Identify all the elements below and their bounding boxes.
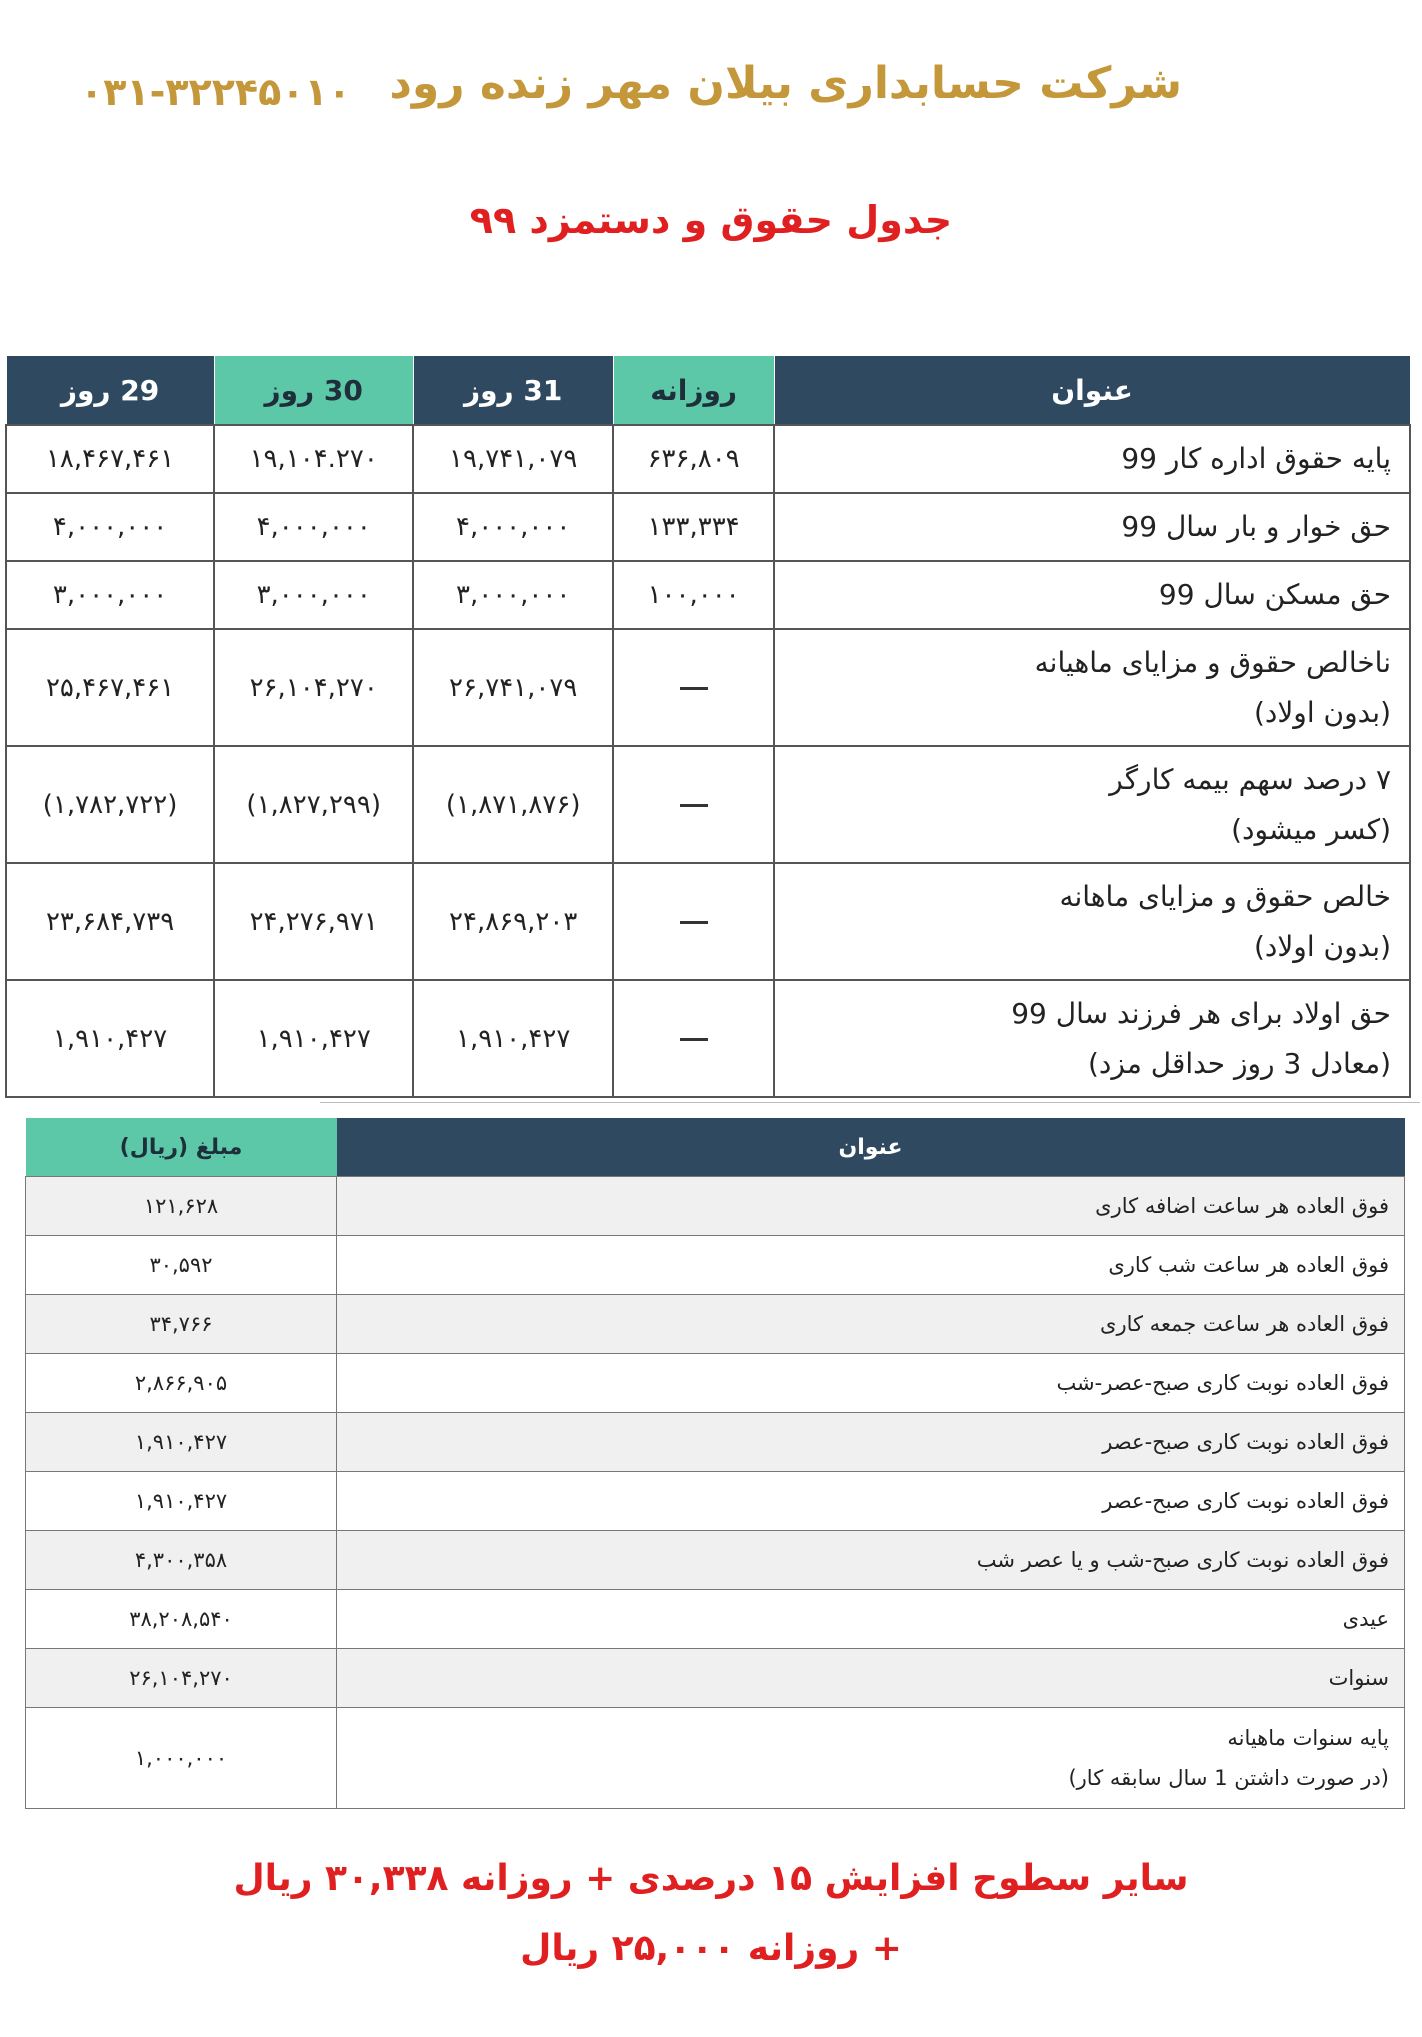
row-title: حق مسکن سال 99 xyxy=(774,561,1410,629)
value-29-days: (۱,۷۸۲,۷۲۲) xyxy=(6,746,214,863)
table-row xyxy=(6,493,1410,561)
value-29-days: ۳,۰۰۰,۰۰۰ xyxy=(6,561,214,629)
value-29-days: ۱۸,۴۶۷,۴۶۱ xyxy=(6,425,214,493)
row-title: فوق العاده هر ساعت شب کاری xyxy=(337,1236,1405,1295)
dash-icon xyxy=(680,804,708,807)
value-31-days: ۳,۰۰۰,۰۰۰ xyxy=(413,561,613,629)
table-row xyxy=(26,1354,1405,1413)
table-row xyxy=(26,1708,1405,1809)
row-title: سنوات xyxy=(337,1649,1405,1708)
row-subtitle: (کسر میشود) xyxy=(1231,812,1391,846)
amount-value: ۲,۸۶۶,۹۰۵ xyxy=(26,1354,337,1413)
value-31-days: ۲۶,۷۴۱,۰۷۹ xyxy=(413,629,613,746)
allowances-table xyxy=(25,1118,1405,1809)
page-title: جدول حقوق و دستمزد ۹۹ xyxy=(469,198,953,242)
daily-value-empty xyxy=(613,629,774,746)
table-row xyxy=(26,1295,1405,1354)
amount-value: ۳۴,۷۶۶ xyxy=(26,1295,337,1354)
row-title: پایه سنوات ماهیانه xyxy=(1227,1726,1389,1750)
row-subtitle: (معادل 3 روز حداقل مزد) xyxy=(1088,1046,1391,1080)
value-30-days: ۱,۹۱۰,۴۲۷ xyxy=(214,980,413,1097)
amount-value: ۱,۹۱۰,۴۲۷ xyxy=(26,1413,337,1472)
row-subtitle: (در صورت داشتن 1 سال سابقه کار) xyxy=(1068,1766,1389,1790)
row-title-cell xyxy=(337,1708,1405,1809)
header-title: عنوان xyxy=(774,356,1410,426)
row-title-cell xyxy=(774,629,1410,746)
row-title: فوق العاده نوبت کاری صبح-عصر-شب xyxy=(337,1354,1405,1413)
row-title: ناخالص حقوق و مزایای ماهیانه xyxy=(1034,645,1391,679)
value-31-days: ۴,۰۰۰,۰۰۰ xyxy=(413,493,613,561)
row-title: فوق العاده نوبت کاری صبح-عصر xyxy=(337,1472,1405,1531)
table-row xyxy=(6,629,1410,746)
header-30-days: 30 روز xyxy=(214,356,413,426)
salary-table-header xyxy=(6,356,1410,426)
daily-value: ۱۰۰,۰۰۰ xyxy=(613,561,774,629)
daily-value-empty xyxy=(613,980,774,1097)
footer-note-line-1: سایر سطوح افزایش ۱۵ درصدی + روزانه ۳۰,۳۳۸ ریال xyxy=(233,1858,1189,1899)
row-title: حق اولاد برای هر فرزند سال 99 xyxy=(1011,996,1391,1030)
row-title: پایه حقوق اداره کار 99 xyxy=(774,425,1410,493)
value-31-days: (۱,۸۷۱,۸۷۶) xyxy=(413,746,613,863)
row-title-cell xyxy=(774,863,1410,980)
value-30-days: ۴,۰۰۰,۰۰۰ xyxy=(214,493,413,561)
value-30-days: ۱۹,۱۰۴.۲۷۰ xyxy=(214,425,413,493)
table-row xyxy=(26,1177,1405,1236)
header-daily: روزانه xyxy=(613,356,774,426)
amount-value: ۴,۳۰۰,۳۵۸ xyxy=(26,1531,337,1590)
allowances-table-header xyxy=(26,1118,1405,1177)
amount-value: ۱,۰۰۰,۰۰۰ xyxy=(26,1708,337,1809)
amount-value: ۱۲۱,۶۲۸ xyxy=(26,1177,337,1236)
dash-icon xyxy=(680,921,708,924)
value-29-days: ۲۳,۶۸۴,۷۳۹ xyxy=(6,863,214,980)
table-row xyxy=(26,1590,1405,1649)
table-row xyxy=(6,561,1410,629)
row-title-cell xyxy=(774,746,1410,863)
table-row xyxy=(6,980,1410,1097)
value-29-days: ۲۵,۴۶۷,۴۶۱ xyxy=(6,629,214,746)
amount-value: ۲۶,۱۰۴,۲۷۰ xyxy=(26,1649,337,1708)
value-31-days: ۲۴,۸۶۹,۲۰۳ xyxy=(413,863,613,980)
daily-value-empty xyxy=(613,746,774,863)
row-title: عیدی xyxy=(337,1590,1405,1649)
dash-icon xyxy=(680,1038,708,1041)
company-name: شرکت حسابداری بیلان مهر زنده رود xyxy=(389,58,1182,109)
daily-value-empty xyxy=(613,863,774,980)
table-row xyxy=(6,425,1410,493)
value-30-days: (۱,۸۲۷,۲۹۹) xyxy=(214,746,413,863)
salary-table xyxy=(5,355,1411,1098)
row-title: فوق العاده نوبت کاری صبح-عصر xyxy=(337,1413,1405,1472)
daily-value: ۶۳۶,۸۰۹ xyxy=(613,425,774,493)
dash-icon xyxy=(680,687,708,690)
row-title: ۷ درصد سهم بیمه کارگر xyxy=(1109,762,1391,796)
phone-number: ۰۳۱-۳۲۲۴۵۰۱۰ xyxy=(80,70,351,114)
value-30-days: ۳,۰۰۰,۰۰۰ xyxy=(214,561,413,629)
header-29-days: 29 روز xyxy=(6,356,214,426)
value-30-days: ۲۴,۲۷۶,۹۷۱ xyxy=(214,863,413,980)
row-subtitle: (بدون اولاد) xyxy=(1253,695,1391,729)
divider xyxy=(320,1102,1420,1103)
header-title: عنوان xyxy=(337,1118,1405,1177)
daily-value: ۱۳۳,۳۳۴ xyxy=(613,493,774,561)
value-31-days: ۱,۹۱۰,۴۲۷ xyxy=(413,980,613,1097)
row-title: حق خوار و بار سال 99 xyxy=(774,493,1410,561)
table-row xyxy=(26,1413,1405,1472)
row-subtitle: (بدون اولاد) xyxy=(1253,929,1391,963)
row-title-cell xyxy=(774,980,1410,1097)
row-title: فوق العاده نوبت کاری صبح-شب و یا عصر شب xyxy=(337,1531,1405,1590)
table-row xyxy=(26,1531,1405,1590)
value-30-days: ۲۶,۱۰۴,۲۷۰ xyxy=(214,629,413,746)
amount-value: ۱,۹۱۰,۴۲۷ xyxy=(26,1472,337,1531)
table-row xyxy=(26,1649,1405,1708)
row-title: فوق العاده هر ساعت اضافه کاری xyxy=(337,1177,1405,1236)
value-29-days: ۴,۰۰۰,۰۰۰ xyxy=(6,493,214,561)
table-row xyxy=(6,863,1410,980)
table-row xyxy=(26,1236,1405,1295)
value-31-days: ۱۹,۷۴۱,۰۷۹ xyxy=(413,425,613,493)
amount-value: ۳۸,۲۰۸,۵۴۰ xyxy=(26,1590,337,1649)
amount-value: ۳۰,۵۹۲ xyxy=(26,1236,337,1295)
row-title: خالص حقوق و مزایای ماهانه xyxy=(1059,879,1391,913)
table-row xyxy=(26,1472,1405,1531)
footer-note-line-2: + روزانه ۲۵,۰۰۰ ریال xyxy=(520,1928,902,1969)
header-31-days: 31 روز xyxy=(413,356,613,426)
row-title: فوق العاده هر ساعت جمعه کاری xyxy=(337,1295,1405,1354)
value-29-days: ۱,۹۱۰,۴۲۷ xyxy=(6,980,214,1097)
table-row xyxy=(6,746,1410,863)
header-amount: مبلغ (ریال) xyxy=(26,1118,337,1177)
